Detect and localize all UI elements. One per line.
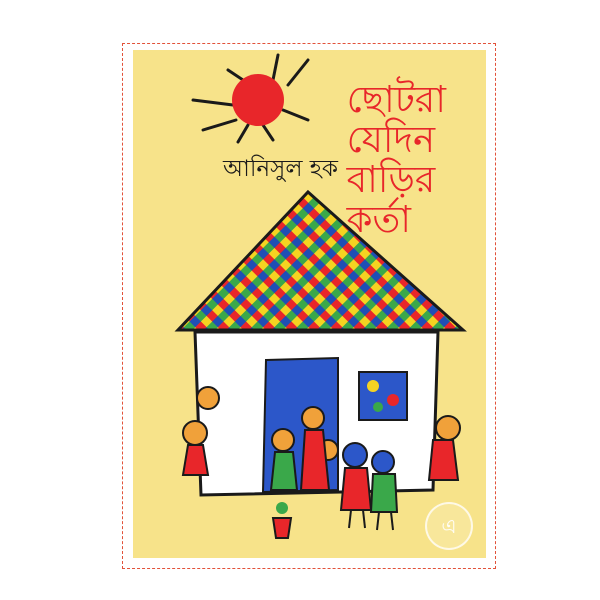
title-line: ছোটরা (346, 78, 446, 121)
title-line: যেদিন (346, 118, 436, 161)
sun-illustration (193, 55, 308, 142)
title-line: কর্তা (346, 198, 411, 241)
author-name: আনিসুল হক (223, 156, 338, 182)
publisher-logo: এ (425, 502, 473, 550)
book-title (347, 80, 446, 240)
book-cover (133, 50, 486, 558)
title-line: বাড়ির (346, 158, 436, 201)
